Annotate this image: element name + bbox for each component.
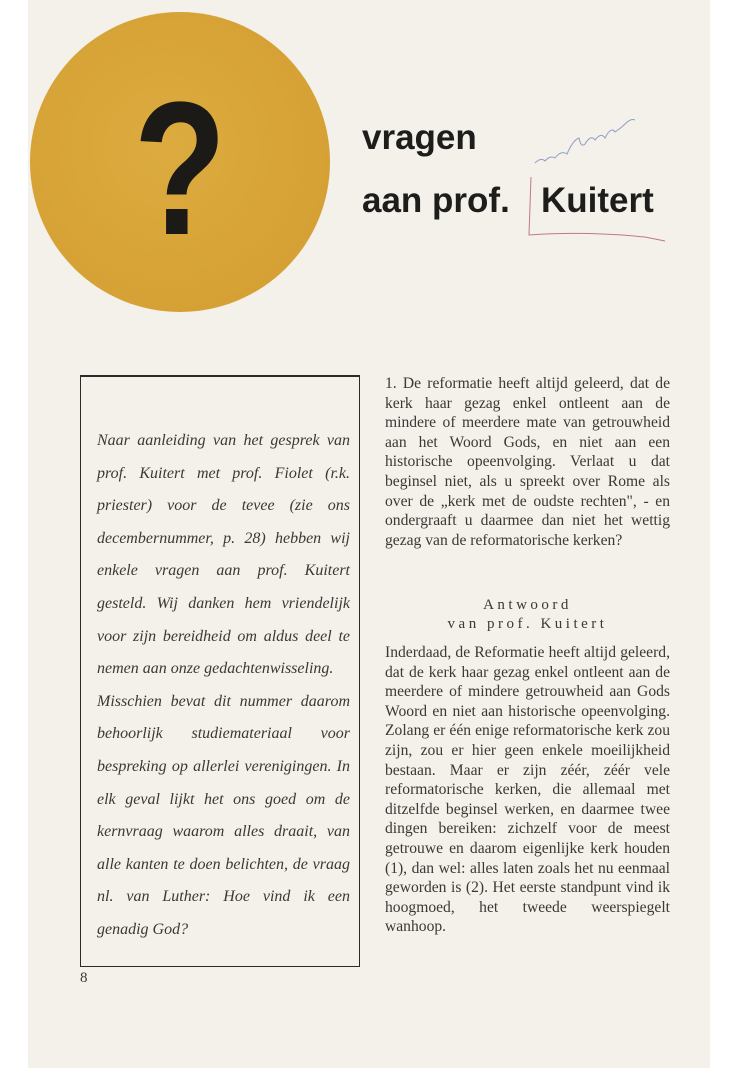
question-text: 1. De reformatie heeft altijd geleerd, dat de kerk haar gezag enkel ontleent aan de mindere of meerdere mate van getrouwheid aan het Woord Gods, en niet aan een historische opeenvolging. Verlaat u dat beginsel niet, als u spreekt over Rome als over de „kerk met de oudste rechten", - en ondergraaft u daarmee dan niet het wettig gezag van de reformatorische kerken? <box>385 375 670 549</box>
answer-text: Inderdaad, de Reformatie heeft altijd geleerd, dat de kerk haar gezag enkel ontleent aan de meerdere of mindere getrouwheid aan Gods Woord en niet aan historische opeenvolging. Zolang er één enige reformatorische kerk zou zijn, zou er hier geen enkele moeilijkheid bestaan. Maar er zijn zéér, zéér vele reformatorische kerken, die allemaal met ditzelfde beginsel werken, en daarmee twee dingen bereiken: zichzelf voor de meest getrouwe en daarom eigenlijke kerk houden (1), dan wel: alles laten zoals het nu eenmaal geworden is (2). Het eerste standpunt vind ik hoogmoed, het tweede weerspiegelt wanhoop. <box>385 644 670 936</box>
answer-heading <box>385 596 670 634</box>
answer-heading-line-1: Antwoord <box>483 597 572 613</box>
handwritten-annotation <box>525 105 725 245</box>
question-mark-icon: ? <box>133 63 227 275</box>
intro-paragraph: Naar aanleiding van het gesprek van prof. Kuitert met prof. Fiolet (r.k. priester) voor de tevee (zie ons decembernummer, p. 28) hebben wij enkele vragen aan prof. Kuitert gesteld. Wij danken hem vriendelijk voor zijn bereidheid om aldus deel te nemen aan onze gedachtenwisseling. <box>97 432 350 678</box>
question-mark-circle <box>30 12 330 312</box>
title-line-1: vragen <box>362 118 477 157</box>
intro-paragraph: Misschien bevat dit nummer daarom behoorlijk studiemateriaal voor bespreking op allerlei verenigingen. In elk geval lijkt het ons goed om de kernvraag waarom alles draait, van alle kanten te doen belichten, de vraag nl. van Luther: Hoe vind ik een genadig God? <box>97 692 350 938</box>
intro-text <box>97 425 350 947</box>
title-name: Kuitert <box>541 181 654 220</box>
answer-heading-line-2: van prof. Kuitert <box>447 616 608 632</box>
title-line-2: aan prof. <box>362 181 510 220</box>
page-number: 8 <box>80 970 88 986</box>
